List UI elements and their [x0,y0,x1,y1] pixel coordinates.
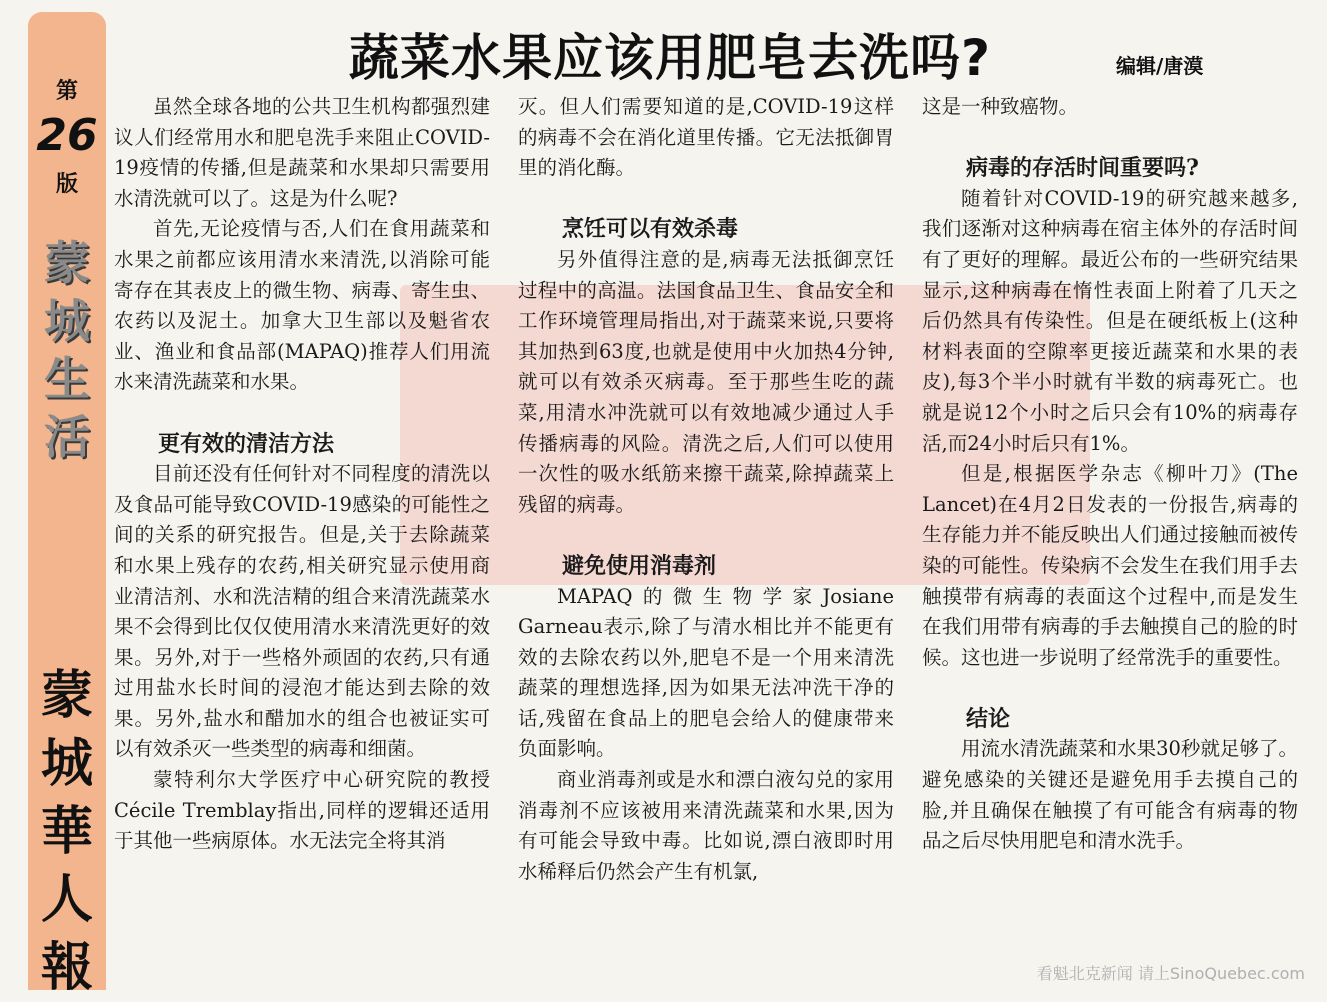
paper-char: 人 [40,869,93,930]
edition-prefix: 第 [55,79,78,104]
section-char: 生 [44,352,90,406]
edition-suffix: 版 [55,172,78,197]
paper-char: 華 [40,801,93,862]
paragraph: 商业消毒剂或是水和漂白液勾兑的家用消毒剂不应该被用来清洗蔬菜和水果,因为有可能会导致中毒。比如说,漂白液即时用水稀释后仍然会产生有机氯, [518,768,894,883]
headline: 蔬菜水果应该用肥皂去洗吗? [348,29,991,87]
paragraph: 但是,根据医学杂志《柳叶刀》(The Lancet)在4月2日发表的一份报告,病毒的生存能力并不能反映出人们通过接触而被传染的可能性。传染病不会发生在我们用手去触摸带有病毒的表面这个过程中,而是发生在我们用带有病毒的手去触摸自己的脸的时候。这也进一步说明了经常洗手的重要性。 [922,462,1298,669]
section-char: 城 [44,294,90,348]
article-column-3 [922,92,1298,857]
paragraph: 蒙特利尔大学医疗中心研究院的教授Cécile Tremblay指出,同样的逻辑还适用于其他一些病原体。水无法完全将其消 [114,768,490,853]
paragraph: 灭。但人们需要知道的是,COVID-19这样的病毒不会在消化道里传播。它无法抵御胃里的消化酶。 [518,95,894,180]
paper-char: 報 [40,937,93,998]
article-column-2 [518,92,894,887]
section-title [36,234,98,466]
subheading: 避免使用消毒剂 [562,552,717,579]
paragraph: 首先,无论疫情与否,人们在食用蔬菜和水果之前都应该用清水来清洗,以消除可能寄存在其表皮上的微生物、病毒、寄生虫、农药以及泥土。加拿大卫生部以及魁省农业、渔业和食品部(MAPAQ)推荐人们用流水来清洗蔬菜和水果。 [114,217,490,394]
article-column-1 [114,92,490,857]
paragraph: 用流水清洗蔬菜和水果30秒就足够了。避免感染的关键还是避免用手去摸自己的脸,并且确保在触摸了有可能含有病毒的物品之后尽快用肥皂和清水洗手。 [922,737,1298,853]
edition-number: 26 [36,110,98,161]
paragraph: 虽然全球各地的公共卫生机构都强烈建议人们经常用水和肥皂洗手来阻止COVID-19疫情的传播,但是蔬菜和水果却只需要用水清洗就可以了。这是为什么呢? [114,95,490,210]
paper-char: 蒙 [40,665,93,726]
section-char: 活 [44,410,90,464]
subheading: 病毒的存活时间重要吗? [966,155,1199,182]
paper-char: 城 [40,733,93,794]
editor-credit: 编辑/唐漠 [1116,54,1204,78]
footer-watermark: 看魁北克新闻 请上SinoQuebec.com [1036,964,1305,983]
section-char: 蒙 [44,236,90,290]
paragraph: 另外值得注意的是,病毒无法抵御烹饪过程中的高温。法国食品卫生、食品安全和工作环境管理局指出,对于蔬菜来说,只要将其加热到63度,也就是使用中火加热4分钟,就可以有效杀灭病毒。至于那些生吃的蔬菜,用清水冲洗就可以有效地减少通过人手传播病毒的风险。清洗之后,人们可以使用一次性的吸水纸筋来擦干蔬菜,除掉蔬菜上残留的病毒。 [518,247,894,516]
subheading: 更有效的清洁方法 [158,430,335,457]
paragraph: MAPAQ的微生物学家Josiane Garneau表示,除了与清水相比并不能更有效的去除农药以外,肥皂不是一个用来清洗蔬菜的理想选择,因为如果无法冲洗干净的话,残留在食品上的肥皂会给人的健康带来负面影响。 [518,584,894,761]
newspaper-name [32,662,102,1002]
paragraph: 这是一种致癌物。 [922,95,1079,118]
subheading: 烹饪可以有效杀毒 [562,216,739,243]
paragraph: 目前还没有任何针对不同程度的清洗以及食品可能导致COVID-19感染的可能性之间的关系的研究报告。但是,关于去除蔬菜和水果上残存的农药,相关研究显示使用商业清洁剂、水和洗洁精的组合来清洗蔬菜水果不会得到比仅仅使用清水来清洗更好的效果。另外,对于一些格外顽固的农药,只有通过用盐水长时间的浸泡才能达到去除的效果。另外,盐水和醋加水的组合也被证实可以有效杀灭一些类型的病毒和细菌。 [114,462,490,761]
paragraph: 随着针对COVID-19的研究越来越多,我们逐渐对这种病毒在宿主体外的存活时间有了更好的理解。最近公布的一些研究结果显示,这种病毒在惰性表面上附着了几天之后仍然具有传染性。但是在硬纸板上(这种材料表面的空隙率更接近蔬菜和水果的表皮),每3个半小时就有半数的病毒死亡。也就是说12个小时之后只会有10%的病毒存活,而24小时后只有1%。 [922,186,1298,455]
edition-sidebar [28,12,106,998]
subheading: 结论 [966,705,1011,732]
